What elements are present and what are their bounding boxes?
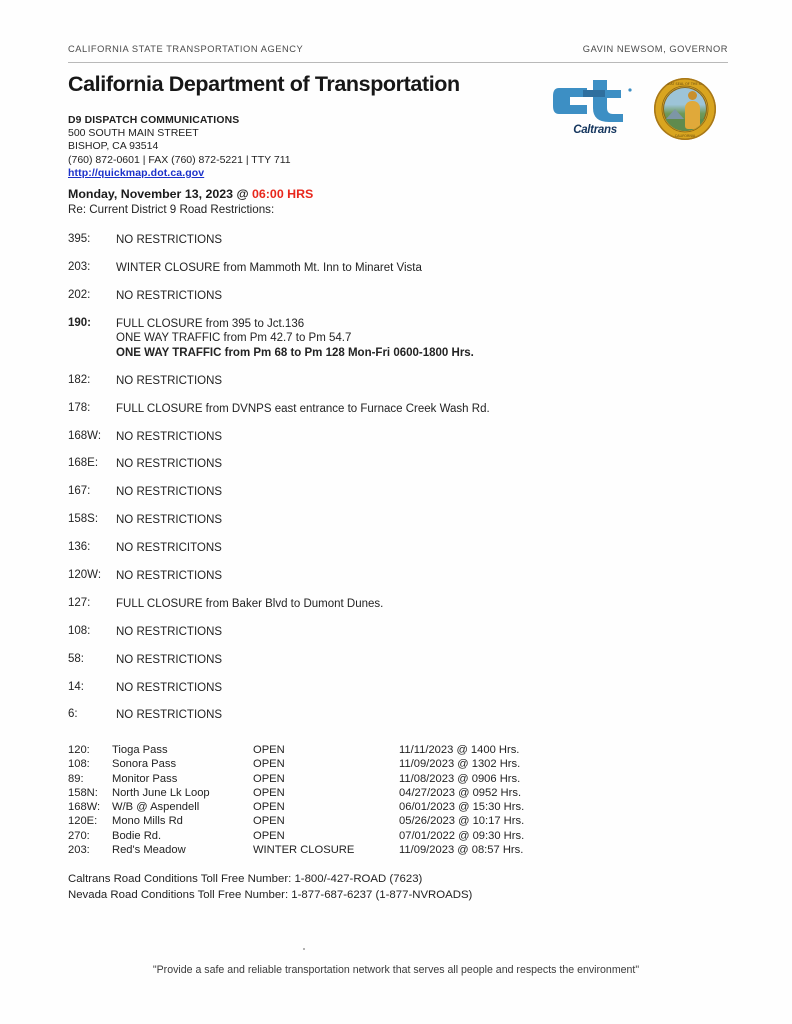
- pass-updated: 11/09/2023 @ 1302 Hrs.: [399, 758, 521, 771]
- restriction-row: [68, 374, 688, 389]
- pass-name: Red's Meadow: [112, 844, 186, 857]
- restriction-route-label: 120W:: [68, 568, 102, 581]
- restriction-row: [68, 402, 688, 417]
- pass-status: WINTER CLOSURE: [253, 844, 355, 857]
- pass-status: OPEN: [253, 758, 285, 771]
- restriction-line: NO RESTRICTIONS: [116, 569, 223, 582]
- restriction-row: [68, 708, 688, 723]
- restriction-route-label: 127:: [68, 596, 91, 609]
- pass-route: 168W:: [68, 801, 101, 814]
- restriction-route-label: 58:: [68, 652, 84, 665]
- restriction-row: [68, 513, 688, 528]
- restriction-line: NO RESTRICTIONS: [116, 625, 223, 638]
- pass-route: 120:: [68, 744, 90, 756]
- pass-route: 89:: [68, 772, 84, 785]
- restriction-detail: [116, 374, 688, 389]
- restriction-detail: [116, 289, 688, 304]
- restriction-line: ONE WAY TRAFFIC from Pm 68 to Pm 128 Mon-Fri 0600-1800 Hrs.: [116, 346, 474, 359]
- restriction-detail: [116, 541, 688, 556]
- pass-name: W/B @ Aspendell: [112, 801, 200, 814]
- pass-route: 203:: [68, 844, 90, 857]
- restriction-line: NO RESTRICTIONS: [116, 458, 223, 471]
- pass-route: 158N:: [68, 786, 98, 799]
- office-address-block: [68, 114, 291, 180]
- restriction-detail: [116, 653, 688, 668]
- agency-name: CALIFORNIA STATE TRANSPORTATION AGENCY: [68, 44, 304, 54]
- restriction-line: NO RESTRICTIONS: [116, 709, 223, 722]
- restriction-line: FULL CLOSURE from 395 to Jct.136: [116, 317, 305, 330]
- restriction-detail: [116, 457, 688, 472]
- seal-minerva-figure: [685, 101, 700, 129]
- restriction-line: FULL CLOSURE from DVNPS east entrance to Furnace Creek Wash Rd.: [116, 402, 490, 415]
- pass-status: OPEN: [253, 744, 285, 756]
- restriction-route-label: 202:: [68, 288, 91, 301]
- restriction-row: [68, 569, 688, 584]
- restriction-row: [68, 597, 688, 612]
- seal-scene: [663, 87, 707, 131]
- pass-status: OPEN: [253, 772, 285, 785]
- restriction-row: [68, 261, 688, 276]
- restriction-row: [68, 289, 688, 304]
- restriction-detail: [116, 233, 688, 248]
- restriction-route-label: 6:: [68, 708, 78, 721]
- header-divider: [68, 62, 728, 63]
- pass-route: 108:: [68, 758, 90, 771]
- table-row: [68, 800, 688, 814]
- restriction-route-label: 395:: [68, 233, 91, 245]
- pass-status: OPEN: [253, 829, 285, 842]
- restriction-route-label: 190:: [68, 316, 92, 329]
- restriction-line: NO RESTRICTIONS: [116, 681, 223, 694]
- restriction-detail: [116, 402, 688, 417]
- seal-mountain: [666, 109, 684, 119]
- mission-statement: "Provide a safe and reliable transportation network that serves all people and respects the environment": [152, 964, 640, 976]
- restriction-detail: [116, 430, 688, 445]
- dispatch-datestamp: [68, 187, 313, 201]
- pass-updated: 05/26/2023 @ 10:17 Hrs.: [399, 815, 525, 828]
- pass-status-table: [68, 743, 688, 857]
- table-row: [68, 743, 688, 757]
- office-city-state-zip: BISHOP, CA 93514: [68, 140, 159, 153]
- restriction-line: WINTER CLOSURE from Mammoth Mt. Inn to Minaret Vista: [116, 261, 422, 274]
- quickmap-link[interactable]: http://quickmap.dot.ca.gov: [68, 166, 205, 179]
- restriction-line: NO RESTRICTIONS: [116, 514, 223, 527]
- restriction-row: [68, 485, 688, 500]
- restriction-route-label: 203:: [68, 260, 91, 273]
- restriction-detail: [116, 513, 688, 528]
- toll-free-numbers: [68, 871, 472, 903]
- restriction-detail: [116, 597, 688, 612]
- svg-text:THE GREAT SEAL OF THE STATE OF: THE GREAT SEAL OF THE STATE OF: [655, 82, 715, 86]
- pass-name: Mono Mills Rd: [112, 815, 183, 828]
- restriction-route-label: 167:: [68, 485, 91, 498]
- restriction-route-label: 136:: [68, 541, 91, 554]
- footer-mark: [303, 948, 305, 950]
- pass-updated: 11/08/2023 @ 0906 Hrs.: [399, 772, 521, 785]
- pass-name: Bodie Rd.: [112, 829, 162, 842]
- pass-updated: 06/01/2023 @ 15:30 Hrs.: [399, 801, 525, 814]
- dispatch-time: 06:00 HRS: [252, 187, 314, 201]
- restriction-detail: [116, 261, 688, 276]
- restriction-route-label: 158S:: [68, 513, 99, 526]
- table-row: [68, 757, 688, 771]
- seal-helmet: [688, 91, 697, 100]
- logo-area: [553, 78, 733, 150]
- table-row: [68, 786, 688, 800]
- nevada-toll-free: Nevada Road Conditions Toll Free Number: 1-877-687-6237 (1-877-NVROADS): [68, 889, 473, 901]
- table-row: [68, 829, 688, 843]
- pass-updated: 11/09/2023 @ 08:57 Hrs.: [399, 844, 524, 857]
- restriction-row: [68, 233, 688, 248]
- office-street: 500 SOUTH MAIN STREET: [68, 127, 199, 140]
- restriction-detail: [116, 708, 688, 723]
- pass-status: OPEN: [253, 815, 285, 828]
- pass-updated: 04/27/2023 @ 0952 Hrs.: [399, 786, 522, 799]
- restriction-line: NO RESTRICTIONS: [116, 289, 223, 302]
- restriction-route-label: 182:: [68, 373, 91, 386]
- caltrans-toll-free: Caltrans Road Conditions Toll Free Number: 1-800/-427-ROAD (7623): [68, 873, 423, 885]
- table-row: [68, 772, 688, 786]
- restriction-route-label: 108:: [68, 624, 91, 637]
- pass-name: Tioga Pass: [112, 744, 168, 756]
- restriction-line: ONE WAY TRAFFIC from Pm 42.7 to Pm 54.7: [116, 332, 352, 345]
- restriction-route-label: 168W:: [68, 429, 102, 442]
- pass-status: OPEN: [253, 786, 285, 799]
- restriction-route-label: 178:: [68, 401, 91, 414]
- restriction-detail: [116, 569, 688, 584]
- restriction-detail: [116, 681, 688, 696]
- restriction-row: [68, 430, 688, 445]
- office-name: D9 DISPATCH COMMUNICATIONS: [68, 115, 240, 126]
- restriction-line: NO RESTRICTIONS: [116, 653, 223, 666]
- pass-name: Sonora Pass: [112, 758, 177, 771]
- restriction-row: [68, 457, 688, 472]
- table-row: [68, 843, 688, 857]
- dispatch-subject: Re: Current District 9 Road Restrictions:: [68, 203, 275, 216]
- pass-name: North June Lk Loop: [112, 786, 210, 799]
- restriction-route-label: 14:: [68, 680, 84, 693]
- restriction-row: [68, 317, 688, 361]
- restriction-row: [68, 681, 688, 696]
- restriction-line: FULL CLOSURE from Baker Blvd to Dumont Dunes.: [116, 597, 384, 610]
- caltrans-wordmark: Caltrans: [573, 124, 617, 136]
- header-agency-row: [68, 44, 728, 54]
- restriction-row: [68, 541, 688, 556]
- restriction-line: NO RESTRICTIONS: [116, 234, 223, 246]
- pass-route: 270:: [68, 829, 90, 842]
- california-state-seal: [654, 78, 716, 140]
- dispatch-date: Monday, November 13, 2023 @: [68, 187, 253, 201]
- page-title: California Department of Transportation: [68, 72, 460, 96]
- restriction-row: [68, 625, 688, 640]
- restriction-line: NO RESTRICITONS: [116, 542, 222, 555]
- pass-status: OPEN: [253, 801, 285, 814]
- governor-name: GAVIN NEWSOM, GOVERNOR: [582, 44, 728, 54]
- restriction-line: NO RESTRICTIONS: [116, 430, 223, 443]
- restriction-route-label: 168E:: [68, 457, 99, 470]
- restriction-detail: [116, 485, 688, 500]
- restriction-detail: [116, 625, 688, 640]
- restriction-line: NO RESTRICTIONS: [116, 486, 223, 499]
- svg-text:CALIFORNIA: CALIFORNIA: [674, 134, 696, 138]
- pass-updated: 07/01/2022 @ 09:30 Hrs.: [399, 829, 525, 842]
- restriction-row: [68, 653, 688, 668]
- restriction-detail: [116, 317, 688, 361]
- office-phone-line: (760) 872-0601 | FAX (760) 872-5221 | TTY 711: [68, 153, 291, 166]
- table-row: [68, 814, 688, 828]
- pass-name: Monitor Pass: [112, 772, 178, 785]
- restrictions-list: [68, 233, 688, 736]
- pass-updated: 11/11/2023 @ 1400 Hrs.: [399, 744, 520, 756]
- pass-route: 120E:: [68, 815, 98, 828]
- restriction-line: NO RESTRICTIONS: [116, 374, 223, 387]
